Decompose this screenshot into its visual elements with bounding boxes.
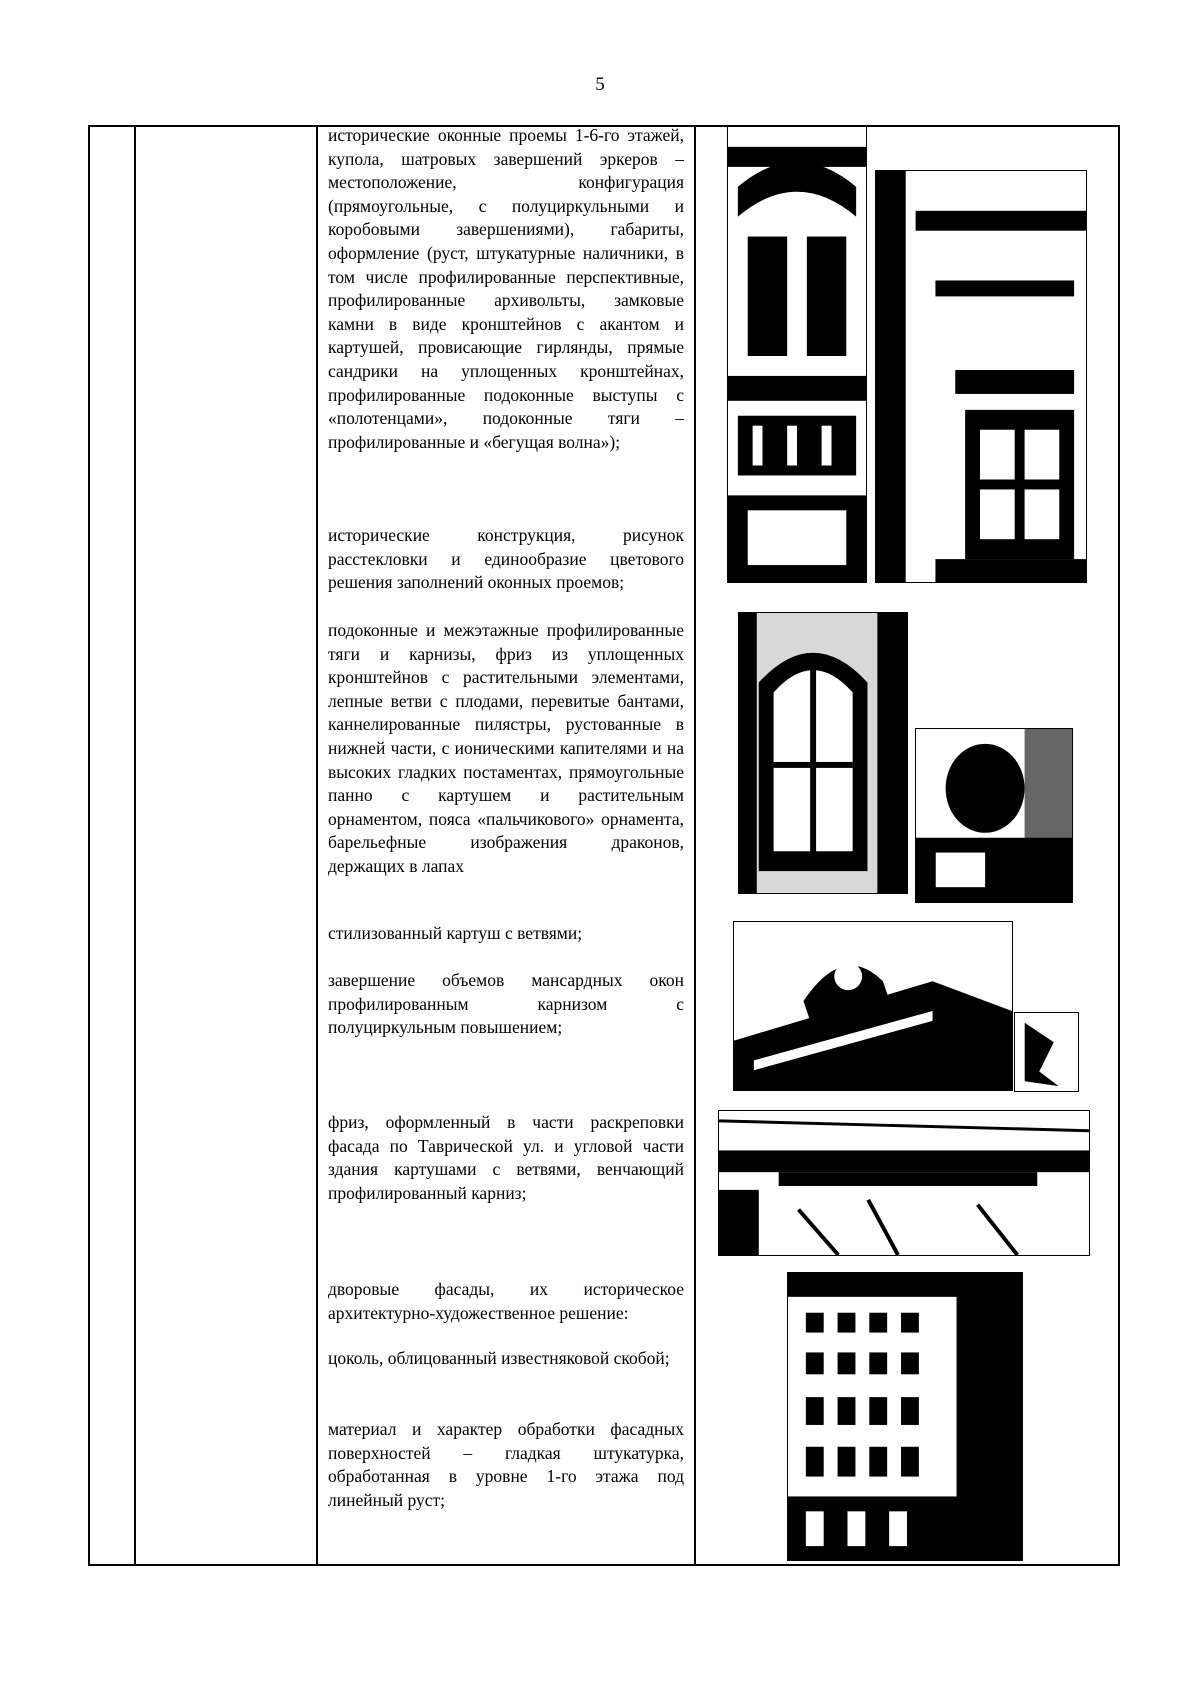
facade-detail-photo bbox=[727, 126, 867, 583]
arched-window-photo bbox=[738, 612, 908, 894]
paragraph-cornices-pilasters: подоконные и межэтажные профилированные тяги и карнизы, фриз из уплощенных кронштейнов с растительными элементами, лепные ветви с плодами, перевитые бантами, каннелированные пилястры, рустованные в нижней части, с ионическими капителями и на высоких гладких постаментах, прямоугольные панно с картушем и растительным орнаментом, пояса «пальчикового» орнамента, барельефные изображения драконов, держащих в лапах bbox=[328, 620, 684, 876]
frieze-cornice-photo bbox=[718, 1110, 1090, 1256]
column-divider-3 bbox=[694, 127, 696, 1564]
paragraph-cartouche: стилизованный картуш с ветвями; bbox=[328, 923, 583, 943]
paragraph-window-openings: исторические оконные проемы 1-6-го этажей, купола, шатровых завершений эркеров – местоположение, конфигурация (прямоугольные, с полуциркульными и коробовыми завершениями), габариты, оформление (руст, штукатурные наличники, в том числе профилированные перспективные, профилированные архивольты, замковые камни в виде кронштейнов с акантом и картушей, провисающие гирлянды, прямые сандрики на уплощенных кронштейнах, профилированные подоконные выступы с «полотенцами», подоконные тяги – профилированные и «бегущая волна»); bbox=[328, 125, 684, 452]
paragraph-window-glazing: исторические конструкция, рисунок расстекловки и единообразие цветового решения заполнений оконных проемов; bbox=[328, 525, 684, 593]
page-number: 5 bbox=[595, 74, 605, 95]
paragraph-surface-finish: материал и характер обработки фасадных поверхностей – гладкая штукатурка, обработанная в уровне 1-го этажа под линейный руст; bbox=[328, 1419, 684, 1510]
paragraph-plinth: цоколь, облицованный известняковой скобой; bbox=[328, 1348, 670, 1368]
column-divider-1 bbox=[134, 127, 136, 1564]
paragraph-dormer-windows: завершение объемов мансардных окон профилированным карнизом с полуциркульным повышением; bbox=[328, 970, 684, 1038]
sculpted-detail-photo bbox=[915, 728, 1073, 903]
courtyard-facade-photo bbox=[787, 1272, 1023, 1561]
paragraph-courtyard-facades: дворовые фасады, их историческое архитектурно-художественное решение: bbox=[328, 1279, 684, 1323]
dormer-side-photo bbox=[1014, 1012, 1079, 1092]
window-architrave-photo bbox=[875, 170, 1087, 583]
column-divider-2 bbox=[316, 127, 318, 1564]
dormer-window-photo bbox=[733, 921, 1013, 1091]
paragraph-frieze: фриз, оформленный в части раскреповки фасада по Таврической ул. и угловой части здания картушами с ветвями, венчающий профилированный карниз; bbox=[328, 1112, 684, 1203]
